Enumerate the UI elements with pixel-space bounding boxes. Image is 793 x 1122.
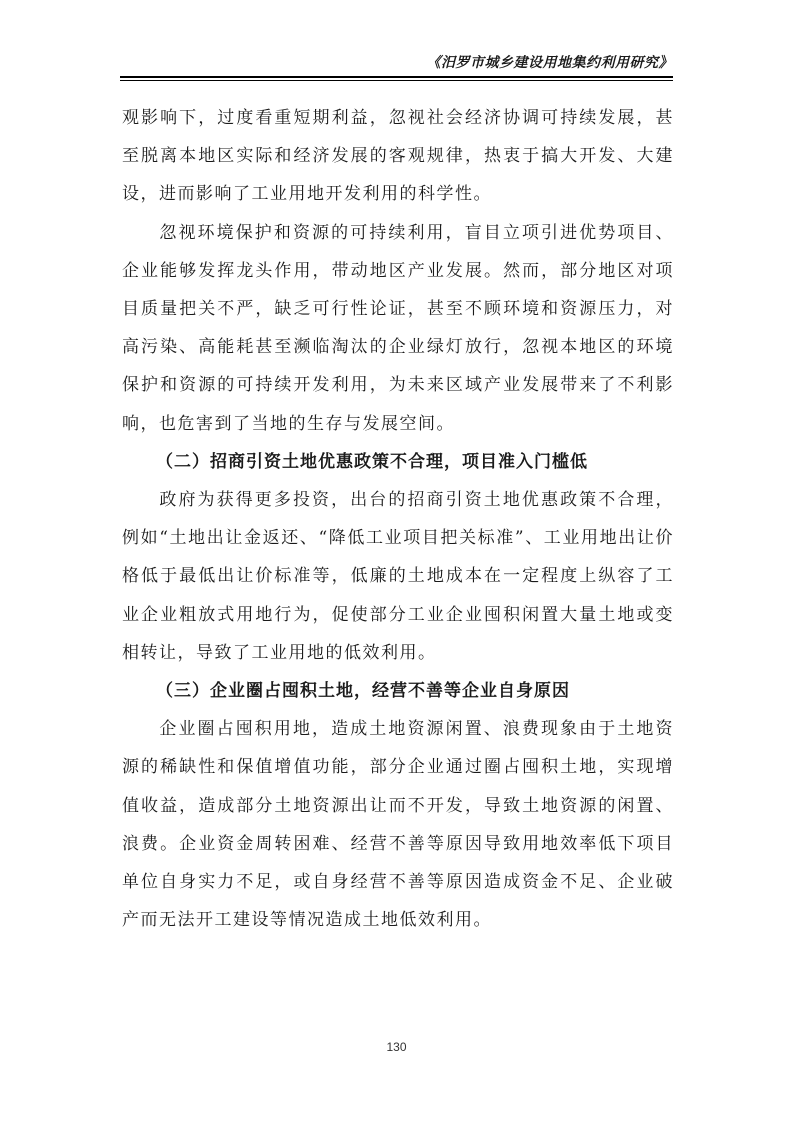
page-number: 130: [386, 1040, 407, 1054]
paragraph-land-policy: 政府为获得更多投资，出台的招商引资土地优惠政策不合理，例如“土地出让金返还、“降低工业项目把关标准”、工业用地出让价格低于最低出让价标准等，低廉的土地成本在一定程度上纵容了工业企业粗放式用地行为，促使部分工业企业囤积闲置大量土地或变相转让，导致了工业用地的低效利用。: [122, 490, 674, 663]
paragraph-environment: 忽视环境保护和资源的可持续利用，盲目立项引进优势项目、企业能够发挥龙头作用，带动地区产业发展。然而，部分地区对项目质量把关不严，缺乏可行性论证，甚至不顾环境和资源压力，对高污染、高能耗甚至濒临淘汰的企业绿灯放行，忽视本地区的环境保护和资源的可持续开发利用，为未来区域产业发展带来了不利影响，也危害到了当地的生存与发展空间。: [122, 222, 674, 434]
header-rule-thick: [120, 76, 673, 78]
running-title: 《汨罗市城乡建设用地集约利用研究》: [426, 55, 673, 71]
paragraph-continuation: 观影响下，过度看重短期利益，忽视社会经济协调可持续发展，甚至脱离本地区实际和经济发展的客观规律，热衷于搞大开发、大建设，进而影响了工业用地开发利用的科学性。: [122, 108, 674, 205]
header-rule-thin: [120, 80, 673, 81]
section-heading-2: （二）招商引资土地优惠政策不合理，项目准入门槛低: [156, 451, 588, 472]
body-text: [122, 99, 674, 939]
paragraph-enterprise: 企业圈占囤积用地，造成土地资源闲置、浪费现象由于土地资源的稀缺性和保值增值功能，部分企业通过圈占囤积土地，实现增值收益，造成部分土地资源出让而不开发，导致土地资源的闲置、浪费。企业资金周转困难、经营不善等原因导致用地效率低下项目单位自身实力不足，或自身经营不善等原因造成资金不足、企业破产而无法开工建设等情况造成土地低效利用。: [122, 719, 674, 931]
section-heading-3: （三）企业圈占囤积土地，经营不善等企业自身原因: [156, 681, 570, 702]
